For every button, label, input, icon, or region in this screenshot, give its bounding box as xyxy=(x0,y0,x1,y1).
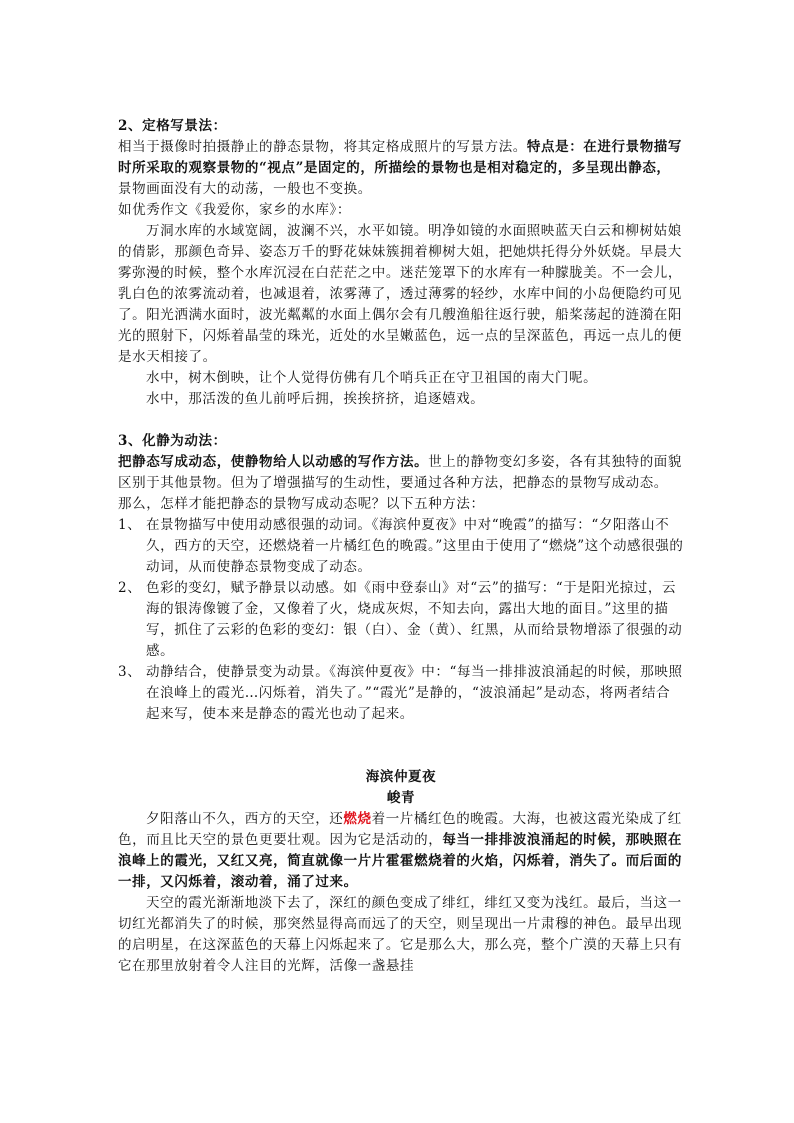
example-label: 如优秀作文《我爱你，家乡的水库》： xyxy=(118,202,351,218)
text-a: 夕阳落山不久，西方的天空，还 xyxy=(146,811,344,827)
intro-tail: 景物画面没有大的动荡，一般也不变换。 xyxy=(118,181,372,197)
item-number: 1、 xyxy=(118,517,142,533)
item-number: 3、 xyxy=(118,664,142,680)
highlight-word: 燃烧 xyxy=(343,811,372,827)
section-3-intro xyxy=(118,452,690,515)
intro-bold: 把静态写成动态，使静物给人以动感的写作方法。 xyxy=(118,454,429,470)
document-page xyxy=(118,116,690,977)
section-2-intro xyxy=(118,137,684,200)
essay-paragraph-2: 天空的霞光渐渐地淡下去了，深红的颜色变成了绯红，绯红又变为浅红。最后，当这一切红光都消失了的时候，那突然显得高而远了的天空，则呈现出一片肃穆的神色。最早出现的启明星，在这深蓝色的天幕上闪烁起来了。它是那么大，那么亮，整个广漠的天幕上只有它在那里放射着令人注目的光辉，活像一盏悬挂 xyxy=(118,895,682,974)
text-b: 着一片橘红色的晚霞。大海，也被这霞光染成了红色，而且比天空的景色更要壮观。因为它是活动的， xyxy=(118,811,682,848)
method-item-3 xyxy=(118,662,684,725)
method-item-1 xyxy=(118,515,684,578)
method-item-2 xyxy=(118,578,684,662)
essay-paragraph-1 xyxy=(118,809,684,893)
example-paragraph-1: 万洞水库的水域宽阔，波澜不兴，水平如镜。明净如镜的水面照映蓝天白云和柳树姑娘的倩影，那颜色奇异、姿态万千的野花妹妹簇拥着柳树大姐，把她烘托得分外妖娆。早晨大雾弥漫的时候，整个水库沉浸在白茫茫之中。迷茫笼罩下的水库有一种朦胧美。不一会儿，乳白色的浓雾流动着，也减退着，浓雾薄了，透过薄雾的轻纱，水库中间的小岛便隐约可见了。阳光洒满水面时，波光粼粼的水面上偶尔会有几艘渔船往返行驶，船桨荡起的涟漪在阳光的照射下，闪烁着晶莹的珠光，近处的水呈嫩蓝色，远一点的呈深蓝色，再远一点儿的便是水天相接了。 xyxy=(118,223,682,365)
section-2-heading: 2、定格写景法： xyxy=(118,118,227,134)
intro-bold: 特点是：在进行景物描写时所采取的观察景物的“视点”是固定的，所描绘的景物也是相对稳定的，多呈现出静态， xyxy=(118,139,683,176)
section-3-heading: 3、化静为动法： xyxy=(118,433,227,449)
item-text: 在景物描写中使用动感很强的动词。《海滨仲夏夜》中对“晚霞”的描写：“夕阳落山不久，西方的天空，还燃烧着一片橘红色的晚霞。”这里由于使用了“燃烧”这个动感很强的动词，从而使静态景物变成了动态。 xyxy=(146,517,684,575)
intro-plain: 世上的静物变幻多姿，各有其独特的面貌区别于其他景物。但为了增强描写的生动性，要通过各种方法，把静态的景物写成动态。 那么，怎样才能把静态的景物写成动态呢？以下五种方法： xyxy=(118,454,690,512)
example-paragraph-3: 水中，那活泼的鱼儿前呼后拥，挨挨挤挤，追逐嬉戏。 xyxy=(146,391,485,407)
text-bold: 每当一排排波浪涌起的时候，那映照在浪峰上的霞光，又红又亮，简直就像一片片霍霍燃烧着的火焰，闪烁着，消失了。而后面的一排，又闪烁着，滚动着，涌了过来。 xyxy=(118,832,683,890)
essay-title: 海滨仲夏夜 xyxy=(365,769,437,785)
intro-plain: 相当于摄像时拍摄静止的静态景物，将其定格成照片的写景方法。 xyxy=(118,139,527,155)
item-text: 动静结合，使静景变为动景。《海滨仲夏夜》中：“每当一排排波浪涌起的时候，那映照在浪峰上的霞光…闪烁着，消失了。”“霞光”是静的，“波浪涌起”是动态，将两者结合起来写，使本来是静态的霞光也动了起来。 xyxy=(146,664,683,722)
item-text: 色彩的变幻，赋予静景以动感。如《雨中登泰山》对“云”的描写：“于是阳光掠过，云海的银涛像镀了金，又像着了火，烧成灰烬，不知去向，露出大地的面目。”这里的描写，抓住了云彩的色彩的变幻：银（白）、金（黄）、红黑，从而给景物增添了很强的动感。 xyxy=(146,580,683,659)
example-paragraph-2: 水中，树木倒映，让个人觉得仿佛有几个哨兵正在守卫祖国的南大门呢。 xyxy=(146,370,598,386)
essay-author: 峻青 xyxy=(386,790,416,806)
item-number: 2、 xyxy=(118,580,142,596)
